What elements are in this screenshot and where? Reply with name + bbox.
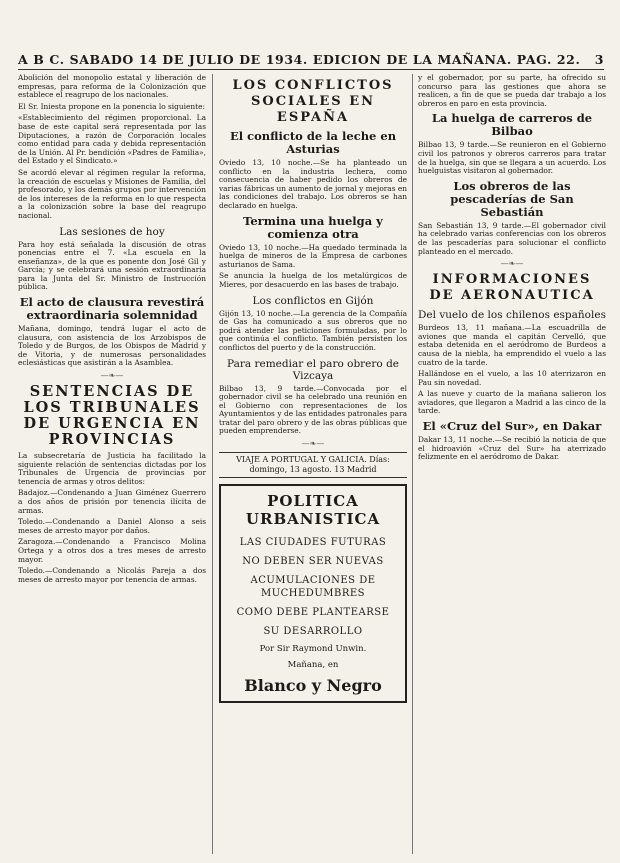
paragraph: Dakar 13, 11 noche.—Se recibió la noticia de que el hidroavión «Cruz del Sur» ha aterrizado felizmente en el aeródromo de Dakar. bbox=[418, 435, 606, 462]
headline-pescaderias: Los obreros de las pescaderías de San Sebastián bbox=[450, 178, 574, 219]
paragraph: Se acordó elevar al régimen regular la reforma, la creación de escuelas y Misiones de Familia, del profesorado, y los demás grupos por intervención de los intereses de la reforma en lo que respecta a la colonización sobre la base del reagrupo nacional. bbox=[18, 167, 206, 220]
ad-line: NO DEBEN SER NUEVAS bbox=[242, 556, 384, 568]
headline-cruz-del-sur: El «Cruz del Sur», en Dakar bbox=[422, 419, 602, 434]
column-rule bbox=[212, 74, 213, 854]
paragraph: Se anuncia la huelga de los metalúrgicos de Mieres, por desacuerdo en las bases de trabajo. bbox=[219, 271, 407, 289]
paragraph: San Sebastián 13, 9 tarde.—El gobernador civil ha celebrado varias conferencias con los obreros de las pescaderías para solucionar el conflicto planteado en el mercado. bbox=[418, 220, 606, 256]
paragraph: Burdeos 13, 11 mañana.—La escuadrilla de aviones que manda el capitán Cervelló, que estaba detenida en el aeródromo de Burdeos a causa de la niebla, ha emprendido el vuelo a las cuatro de la tarde. bbox=[418, 323, 606, 367]
column-rule bbox=[412, 74, 413, 854]
ornament-divider: —❧— bbox=[100, 371, 124, 381]
headline-termina: Termina una huelga y comienza otra bbox=[243, 213, 383, 241]
paragraph: El Sr. Iniesta propone en la ponencia lo siguiente: bbox=[18, 101, 205, 111]
paragraph: A las nueve y cuarto de la mañana salieron los aviadores, que llegaron a Madrid a las cinco de la tarde. bbox=[418, 389, 606, 416]
headline-sentencias: SENTENCIAS DE LOS TRIBUNALES DE URGENCIA EN PROVINCIAS bbox=[23, 383, 201, 449]
paragraph: Mañana, domingo, tendrá lugar el acto de clausura, con asistencia de los Arzobispos de Toledo y de Burgos, de los Obispos de Madrid y de Vitoria, y de numerosas personalidades eclesiásticas que asistirán a la Asamblea. bbox=[18, 324, 206, 368]
paragraph: Gijón 13, 10 noche.—La gerencia de la Compañía de Gas ha comunicado a sus obreros que no podrá atender las peticiones formuladas, por lo que continúa el conflicto. También persisten los conflictos del puerto y de la construcción. bbox=[219, 308, 407, 352]
ornament-divider: —❧— bbox=[500, 259, 524, 269]
headline-clausura: El acto de clausura revestirá extraordinaria solemnidad bbox=[19, 295, 205, 323]
ad-note: Mañana, en bbox=[287, 660, 339, 671]
paragraph: Toledo.—Condenando a Nicolás Pareja a dos meses de arresto mayor por tenencia de armas. bbox=[18, 566, 206, 584]
page-number: 3 bbox=[594, 51, 604, 67]
advertisement-box bbox=[219, 484, 407, 703]
headline-leche: El conflicto de la leche en Asturias bbox=[229, 129, 397, 156]
paragraph: La subsecretaría de Justicia ha facilitado la siguiente relación de sentencias dictadas por los Tribunales de Urgencia de provincias por tenencia de armas y otros delitos: bbox=[18, 451, 206, 486]
travel-ad: VIAJE A PORTUGAL Y GALICIA. Días: domingo, 13 agosto. 13 Madrid bbox=[219, 452, 407, 478]
headline-carreros: La huelga de carreros de Bilbao bbox=[431, 111, 593, 139]
paragraph: Hallándose en el vuelo, a las 10 aterrizaron en Pau sin novedad. bbox=[418, 369, 606, 387]
paragraph: «Establecimiento del régimen proporcional. La base de este capital será representada por las Diputaciones, a razón de Corporación locales como entidad para cada y debida representación de la Unión. Al Pr. bendición «Padres de Familia», del Estado y el Sindicato.» bbox=[18, 113, 206, 166]
headline-vuelo: Del vuelo de los chilenos españoles bbox=[418, 309, 606, 322]
paragraph: Bilbao 13, 9 tarde.—Se reunieron en el Gobierno civil los patronos y obreros carreros para tratar de la huelga, sin que se llegara a un acuerdo. Los huelguistas visitaron al gobernador. bbox=[418, 140, 606, 176]
column-3 bbox=[418, 74, 606, 854]
headline-sesiones: Las sesiones de hoy bbox=[59, 225, 165, 238]
paragraph: Zaragoza.—Condenando a Francisco Molina Ortega y a otros dos a tres meses de arresto mayor. bbox=[18, 537, 206, 564]
ad-line: ACUMULACIONES DE MUCHEDUMBRES bbox=[250, 575, 376, 600]
ad-author: Por Sir Raymond Unwin. bbox=[259, 644, 367, 655]
paragraph: Para hoy está señalada la discusión de otras ponencias entre el 7. «La escuela en la enseñanza», de la que es ponente don José Gil y García; y se celebrará una sesión extraordinaria para la Junta del Sr. Ministro de Instrucción pública. bbox=[18, 239, 206, 292]
paragraph: Abolición del monopolio estatal y liberación de empresas, para reforma de la Colonización que establece el reagrupo de los nacionales. bbox=[18, 74, 206, 100]
paragraph: Oviedo 13, 10 noche.—Se ha planteado un conflicto en la industria lechera, como consecuencia de haber pedido los obreros de varias fábricas un aumento de jornal y mejoras en las condiciones del trabajo. Los obreros se han declarado en huelga. bbox=[219, 158, 407, 210]
headline-gijon: Los conflictos en Gijón bbox=[252, 294, 374, 307]
paragraph: Badajoz.—Condenando a Juan Giménez Guerrero a dos años de prisión por tenencia ilícita de armas. bbox=[18, 488, 206, 515]
headline-conflictos: LOS CONFLICTOS SOCIALES EN ESPAÑA bbox=[232, 78, 394, 125]
ad-line: LAS CIUDADES FUTURAS bbox=[239, 537, 387, 549]
headline-vizcaya: Para remediar el paro obrero de Vizcaya bbox=[226, 357, 400, 382]
column-1 bbox=[18, 74, 206, 854]
paragraph: Oviedo 13, 10 noche.—Ha quedado terminada la huelga de mineros de la Empresa de carbones asturianos de Sama. bbox=[219, 242, 407, 269]
paragraph: Bilbao 13, 9 tarde.—Convocada por el gobernador civil se ha celebrado una reunión en el Gobierno con representaciones de los Ayuntamientos y de las entidades patronales para tratar del paro obrero y de las obras públicas que pueden emprenderse. bbox=[219, 383, 407, 436]
paragraph: y el gobernador, por su parte, ha ofrecido su concurso para las gestiones que ahora se realicen, a fin de que se pueda dar trabajo a los obreros en paro en esta provincia. bbox=[418, 74, 606, 108]
ornament-divider: —❧— bbox=[301, 439, 325, 449]
header-dateline: A B C. SABADO 14 DE JULIO DE 1934. EDICION DE LA MAÑANA. PAG. 22. bbox=[18, 51, 581, 67]
headline-aeronautica: INFORMACIONES DE AERONAUTICA bbox=[429, 272, 595, 304]
paragraph: Toledo.—Condenando a Daniel Alonso a seis meses de arresto mayor por daños. bbox=[18, 517, 206, 535]
page-header bbox=[18, 49, 604, 70]
ad-title: POLITICA URBANISTICA bbox=[245, 492, 381, 529]
ad-line: SU DESARROLLO bbox=[263, 626, 363, 638]
ad-brand: Blanco y Negro bbox=[244, 676, 382, 696]
column-2 bbox=[219, 74, 407, 854]
ad-line: COMO DEBE PLANTEARSE bbox=[236, 607, 390, 619]
